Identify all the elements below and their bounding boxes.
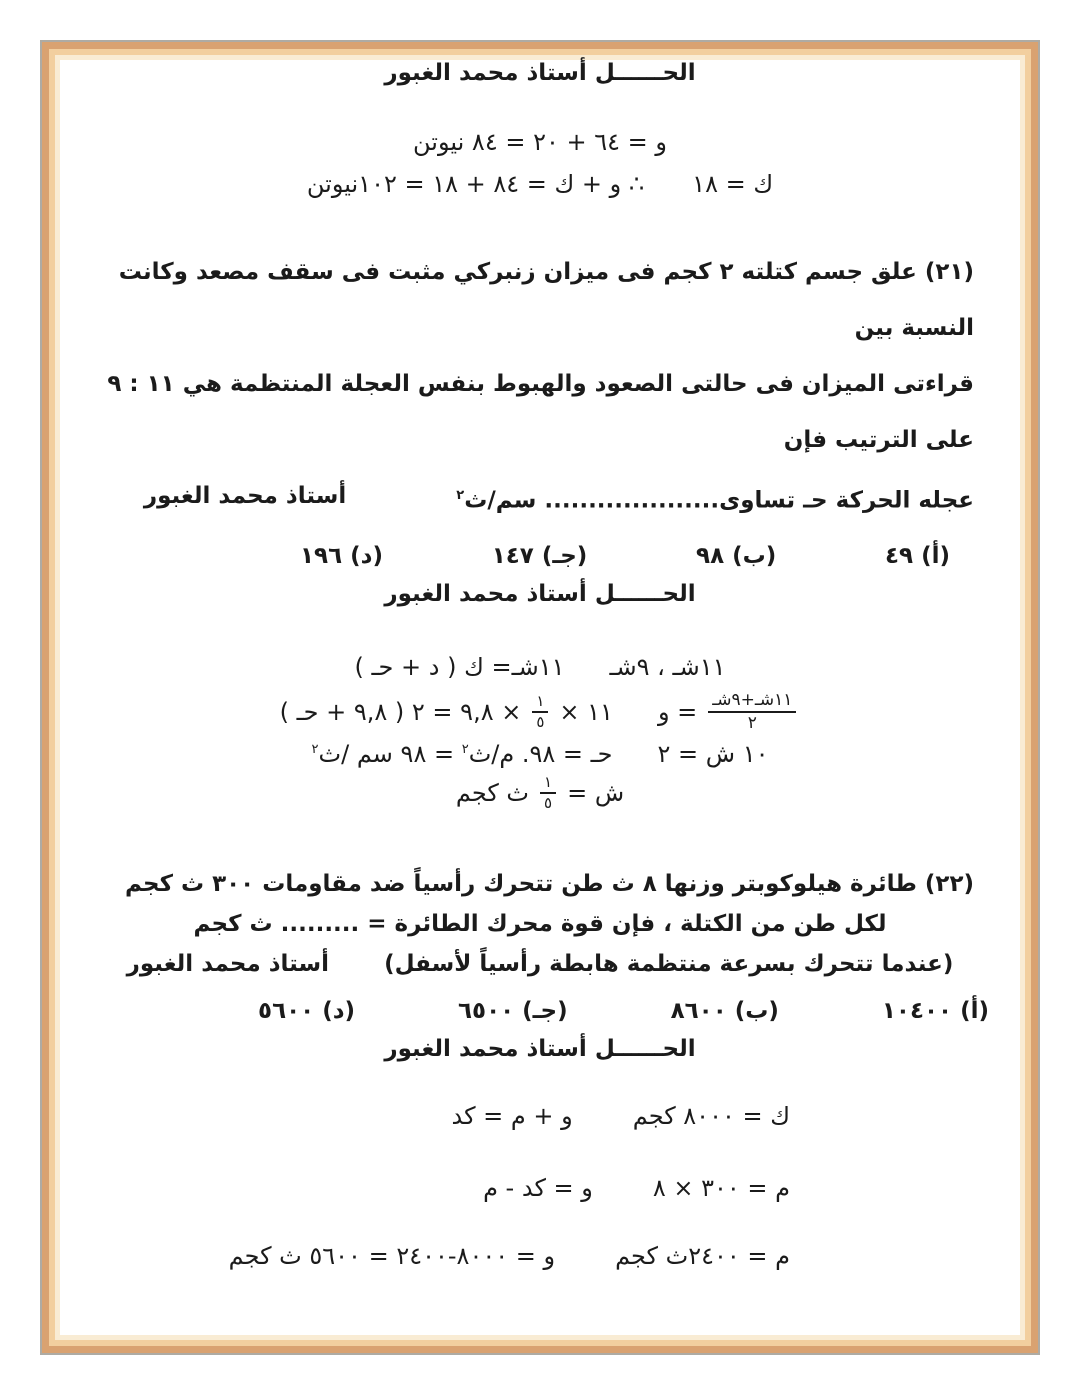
fraction-numerator: ١ [540, 774, 556, 794]
q21-teacher-name: أستاذ محمد الغبور [143, 483, 347, 509]
q22-text-line3 [58, 944, 1022, 984]
fraction-denominator: ٥ [536, 713, 545, 732]
q21-solution-line1 [58, 653, 1022, 681]
q21-text-line1: (٢١) علق جسم كتلته ٢ كجم فى ميزان زنبركي مثبت فى سقف مصعد وكانت النسبة بين [118, 259, 974, 341]
q22-choice-d: (د) ٥٦٠٠ [258, 998, 356, 1025]
q21-sol-average-equation [658, 691, 800, 734]
q22-choices [258, 998, 989, 1024]
solution-heading-q20: الحــــــل أستاذ محمد الغبور [384, 60, 696, 86]
q20-eq-k-value: ك = ١٨ [692, 170, 774, 198]
q21-sol-acceleration-result: حـ = ٩٨. م/ث$^٢$ = ٩٨ سم /ث$^٢$ [311, 739, 613, 768]
equals-weight: = و [657, 698, 698, 727]
q22-sol-final-answer: و = ٨٠٠٠-٢٤٠٠ = ٥٦٠٠ ث كجم [228, 1242, 556, 1271]
q22-solution-row2 [58, 1174, 1022, 1202]
q20-eq-total: ∴ و + ك = ٨٤ + ١٨ = ١٠٢نيوتن [306, 170, 645, 198]
solution-heading-q21: الحــــــل أستاذ محمد الغبور [384, 580, 696, 607]
q22-teacher-name: أستاذ محمد الغبور [126, 951, 330, 978]
q21-text-line3 [58, 468, 1022, 529]
q22-sol-resistance-calc: م = ٣٠٠ × ٨ [652, 1174, 790, 1203]
q22-solution-row3 [58, 1242, 1022, 1270]
q22-choice-b: (ب) ٨٦٠٠ [670, 998, 779, 1025]
q21-sol-readings: ١١شـ ، ٩شـ [609, 652, 726, 681]
q21-choice-c: (جـ) ١٤٧ [491, 542, 588, 569]
q21-sol-ascend-equation: ١١شـ= ك ( د + حـ ) [354, 652, 565, 681]
q22-sol-force-balance: و + م = كد [451, 1102, 573, 1131]
q22-condition-note: (عندما تتحرك بسرعة منتظمة هابطة رأسياً لأسفل) [384, 951, 954, 978]
q21-solution-line2 [58, 691, 1022, 734]
fraction-numerator: ١١شـ+٩شـ [708, 691, 796, 714]
q21-text-line2: قراءتى الميزان فى حالتى الصعود والهبوط بنفس العجلة المنتظمة هي ١١ : ٩ على الترتيب فإن [107, 371, 974, 453]
q21-blank-line: عجله الحركة حـ تساوى.................... سم/ث$^٢$ [456, 487, 974, 514]
fraction-numerator: ١ [532, 693, 548, 713]
q22-text-line2: لكل طن من الكتلة ، فإن قوة محرك الطائرة = ......... ث كجم [193, 911, 887, 938]
unit-superscript: ٢ [311, 741, 319, 757]
solution-heading-q22: الحــــــل أستاذ محمد الغبور [384, 1036, 696, 1063]
fraction-denominator: ٥ [544, 794, 553, 812]
q22-choice-c: (جـ) ٦٥٠٠ [458, 998, 568, 1025]
q21-choice-a: (أ) ٤٩ [885, 542, 950, 569]
q21-sol-sh-equation: ١٠ ش = ٢ [657, 739, 769, 768]
sh-equals: ش = [567, 779, 625, 807]
substitution-post: × ٩,٨ = ٢ ( ٩,٨ + حـ ) [279, 698, 522, 727]
q20-equation-line1: و = ٦٤ + ٢٠ = ٨٤ نيوتن [413, 128, 667, 156]
q22-choice-a: (أ) ١٠٤٠٠ [881, 998, 989, 1025]
q21-sol-substitution-equation [280, 693, 613, 732]
sh-unit: ث كجم [455, 779, 530, 807]
q21-choices [300, 543, 950, 569]
q21-choice-d: (د) ١٩٦ [300, 542, 383, 569]
fraction-denominator: ٢ [747, 713, 757, 734]
q21-unit-superscript: ٢ [456, 488, 465, 503]
one-fifth-fraction [532, 693, 548, 732]
q21-sol-sh-value [456, 774, 624, 813]
q21-solution-line4 [58, 774, 1022, 813]
question-21 [58, 244, 1022, 529]
q21-solution-line3 [58, 740, 1022, 768]
q21-choice-b: (ب) ٩٨ [696, 542, 777, 569]
readings-fraction [708, 691, 796, 734]
q22-text-line1: (٢٢) طائرة هيلوكوبتر وزنها ٨ ث طن تتحرك رأسياً ضد مقاومات ٣٠٠ ث كجم [124, 871, 974, 898]
q22-sol-mass: ك = ٨٠٠٠ كجم [632, 1102, 790, 1131]
substitution-pre: ١١ × [559, 698, 613, 727]
question-22 [58, 864, 1022, 984]
q22-sol-resistance-value: م = ٢٤٠٠ث كجم [615, 1242, 790, 1271]
q20-equation-line2 [58, 170, 1022, 198]
page-content [58, 58, 1022, 1270]
q22-solution-row1 [58, 1102, 1022, 1130]
one-fifth-fraction [540, 774, 556, 813]
unit-superscript: ٢ [461, 741, 469, 757]
q22-sol-force-rearranged: و = كد - م [483, 1174, 593, 1203]
